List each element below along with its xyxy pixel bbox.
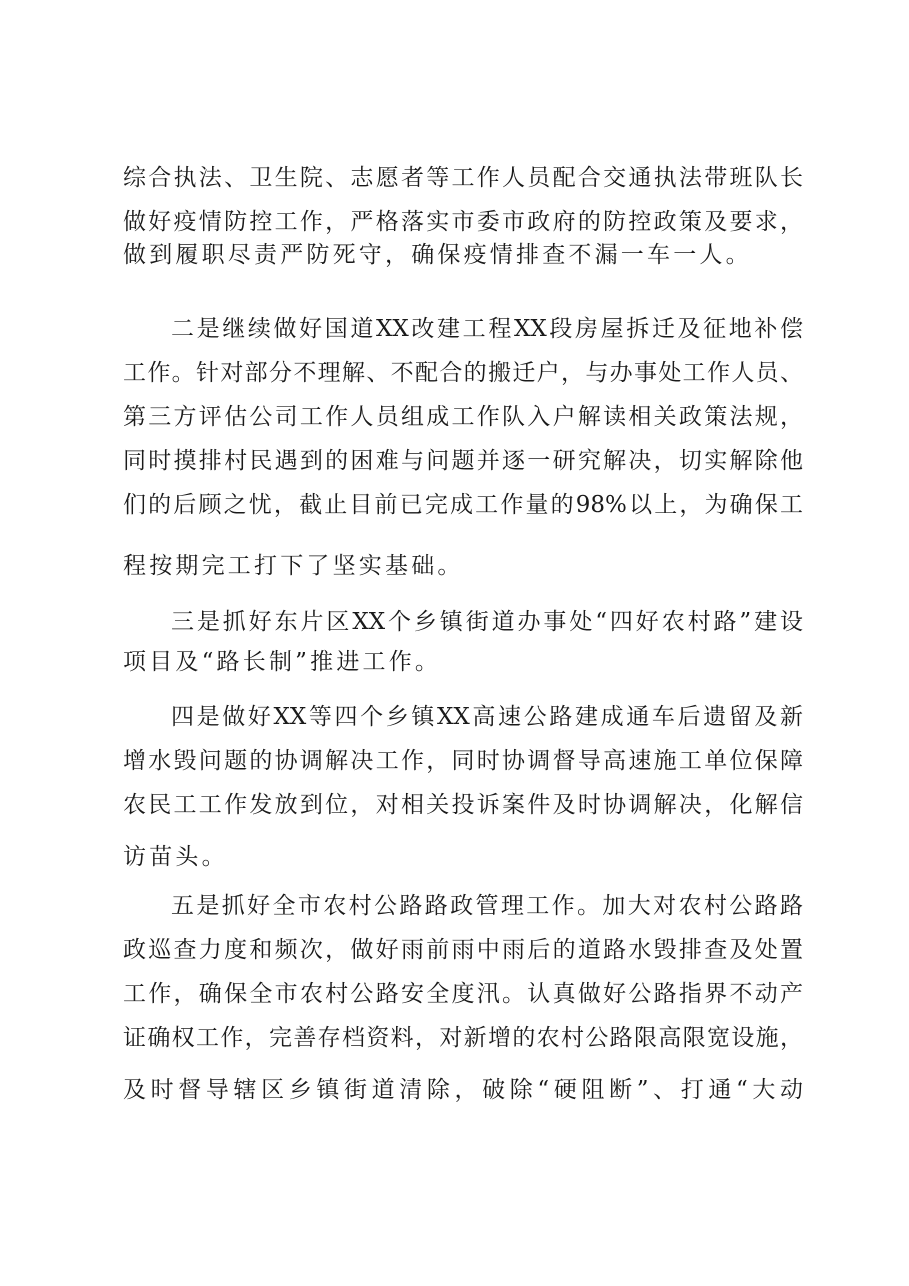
text-line: 第三方评估公司工作人员组成工作队入户解读相关政策法规，: [123, 404, 803, 430]
text-line: 项目及“路长制”推进工作。: [123, 649, 442, 675]
text-line: 及时督导辖区乡镇街道清除，破除“硬阻断”、打通“大动: [123, 1077, 803, 1103]
text-line: 访苗头。: [123, 844, 228, 870]
text-line: 工作。针对部分不理解、不配合的搬迁户，与办事处工作人员、: [123, 360, 803, 386]
text-line: 同时摸排村民遇到的困难与问题并逐一研究解决，切实解除他: [123, 448, 803, 474]
text-line: 证确权工作，完善存档资料，对新增的农村公路限高限宽设施，: [123, 1025, 803, 1051]
paragraph-start-line: 三是抓好东片区XX个乡镇街道办事处“四好农村路”建设: [171, 609, 803, 635]
text-line: 政巡查力度和频次，做好雨前雨中雨后的道路水毁排查及处置: [123, 937, 803, 963]
text-line: 工作，确保全市农村公路安全度汛。认真做好公路指界不动产: [123, 981, 803, 1007]
paragraph-start-line: 四是做好XX等四个乡镇XX高速公路建成通车后遗留及新: [171, 704, 803, 730]
text-line: 综合执法、卫生院、志愿者等工作人员配合交通执法带班队长: [123, 165, 803, 191]
text-line: 增水毁问题的协调解决工作，同时协调督导高速施工单位保障: [123, 748, 803, 774]
text-line: 们的后顾之忧，截止目前已完成工作量的98%以上，为确保工: [123, 492, 803, 518]
paragraph-start-line: 五是抓好全市农村公路路政管理工作。加大对农村公路路: [171, 893, 803, 919]
text-line: 程按期完工打下了坚实基础。: [123, 553, 464, 579]
text-line: 做到履职尽责严防死守，确保疫情排查不漏一车一人。: [123, 242, 752, 268]
paragraph-start-line: 二是继续做好国道XX改建工程XX段房屋拆迁及征地补偿: [171, 316, 803, 342]
text-line: 做好疫情防控工作，严格落实市委市政府的防控政策及要求，: [123, 209, 803, 235]
text-line: 农民工工作发放到位，对相关投诉案件及时协调解决，化解信: [123, 792, 803, 818]
